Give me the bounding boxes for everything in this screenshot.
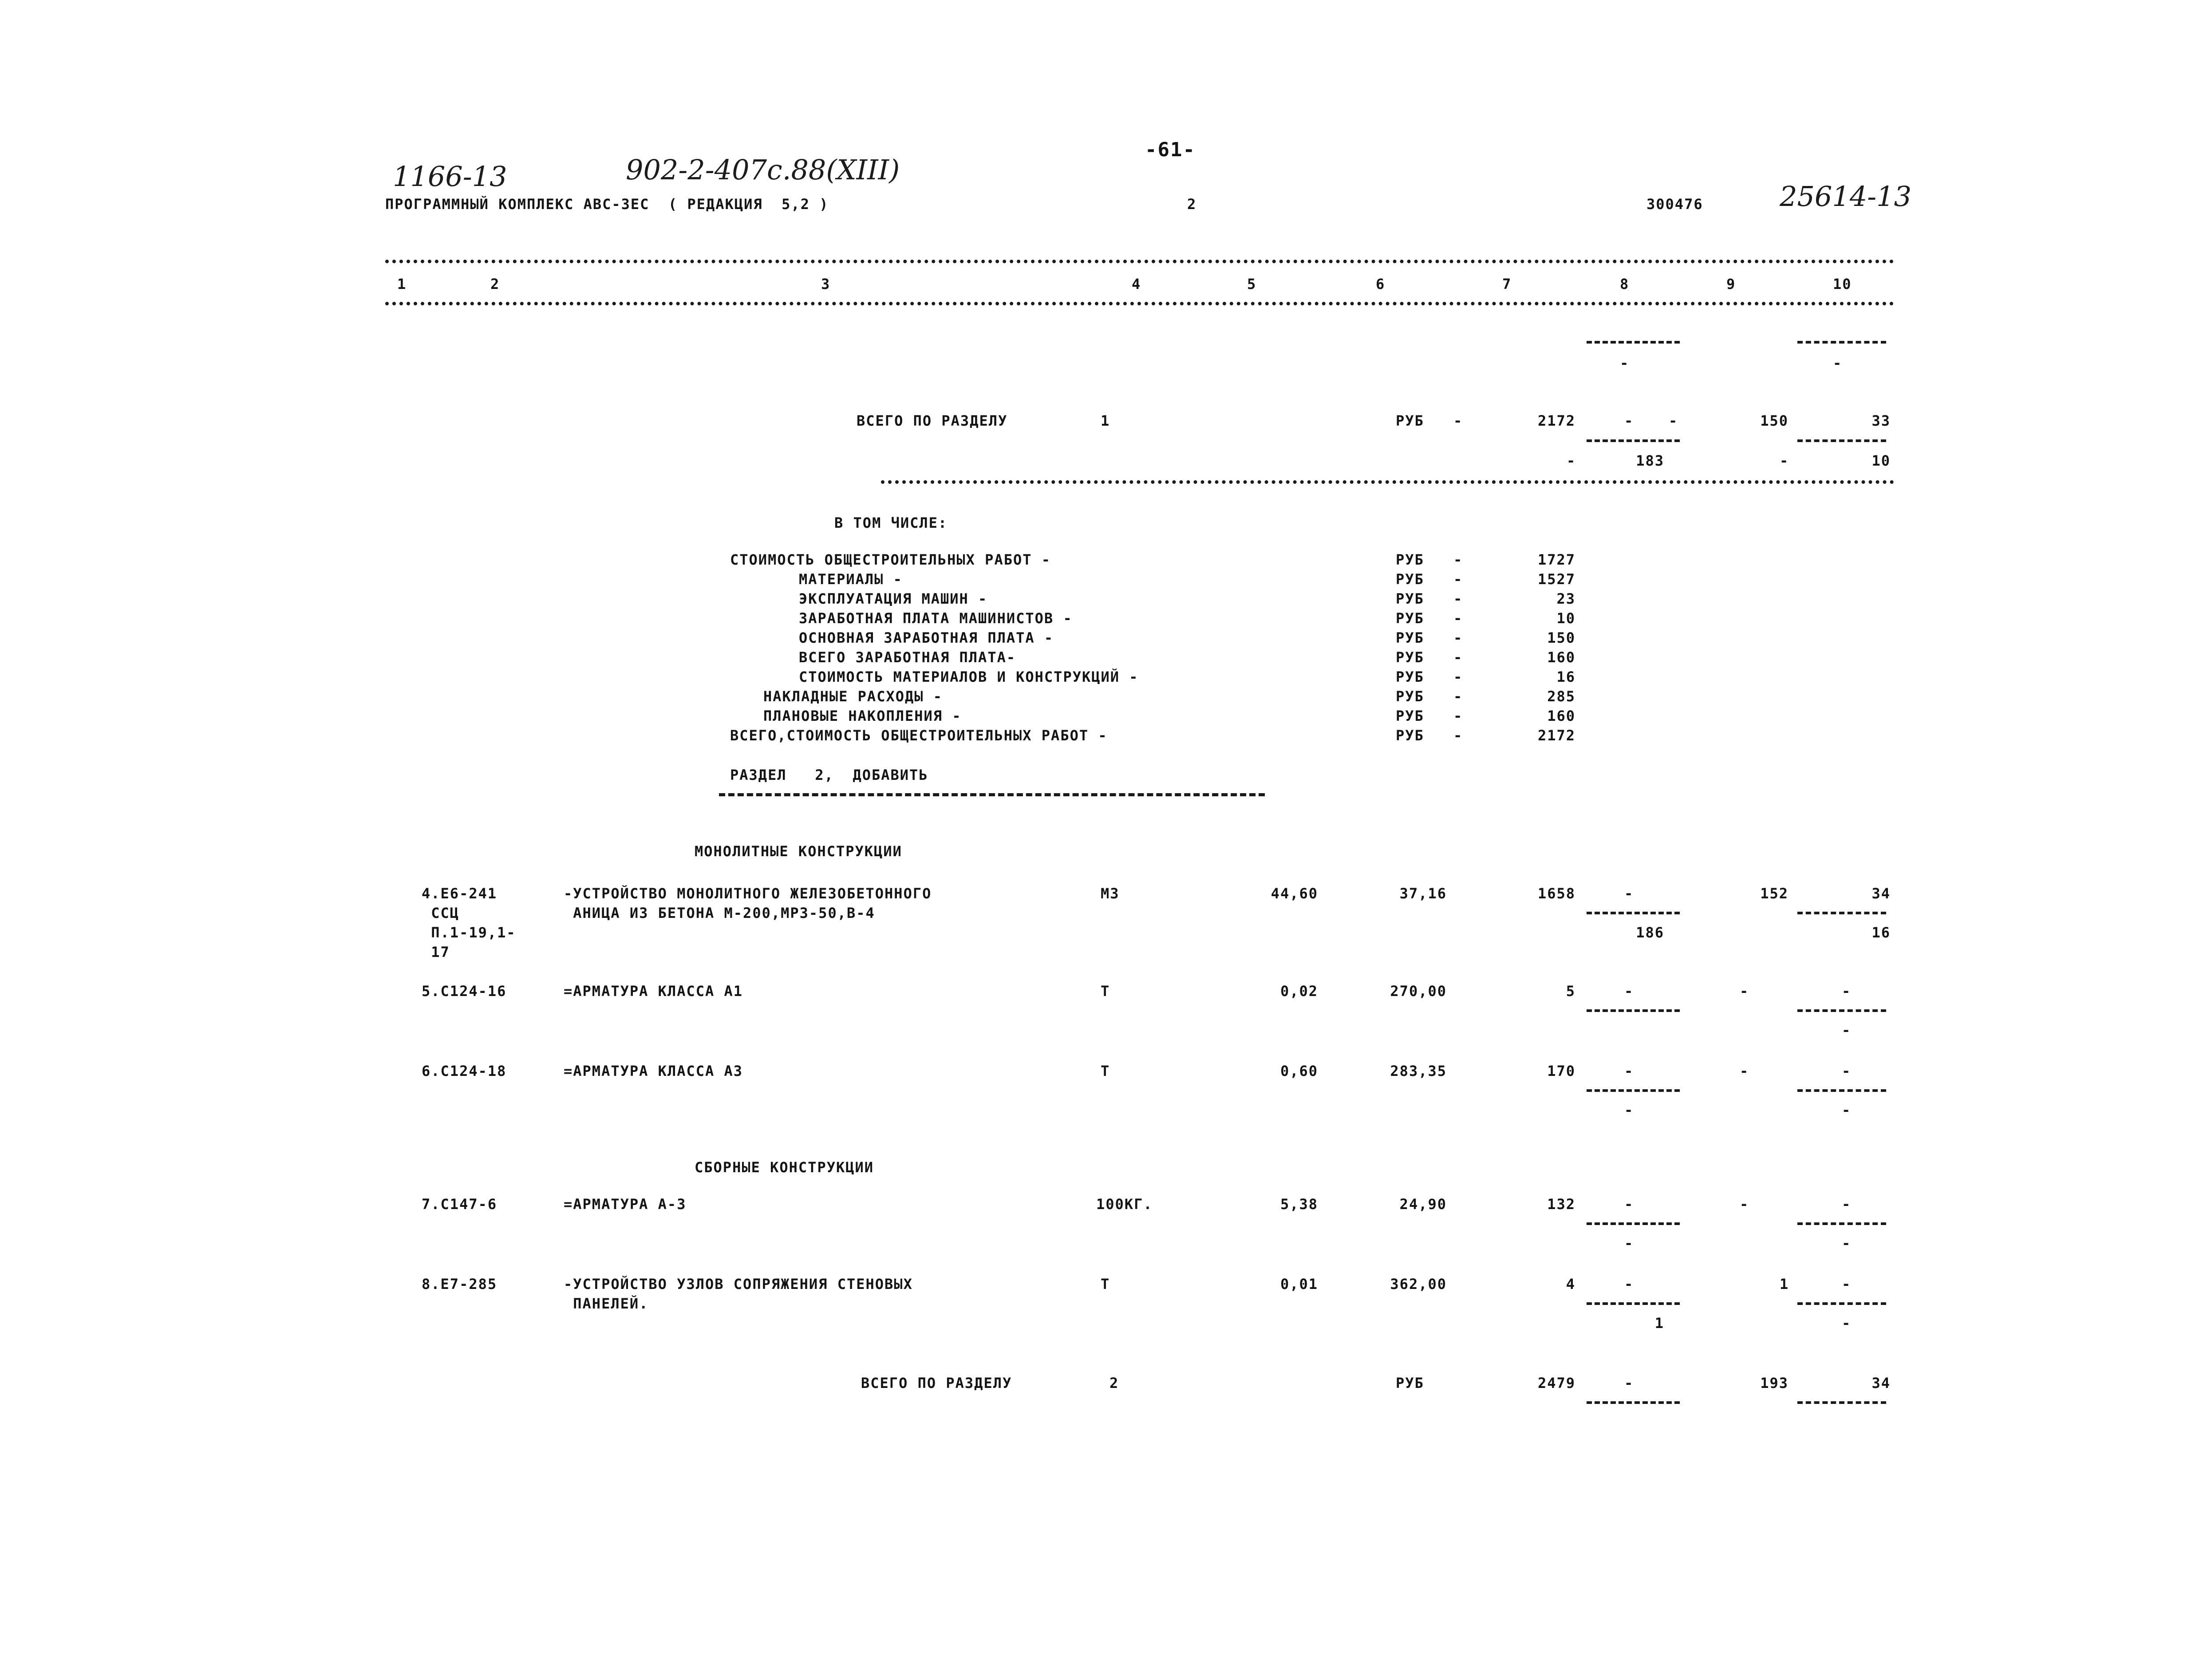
item-unit: М3 (1101, 885, 1120, 902)
program-header: ПРОГРАММНЫЙ КОМПЛЕКС АВС-3ЕС ( РЕДАКЦИЯ 5,2 ) (385, 196, 829, 213)
item-col10-bottom: 16 (1871, 924, 1891, 941)
section2-total-number: 2 (1109, 1375, 1119, 1391)
item-price: 24,90 (1399, 1196, 1447, 1213)
section1-col10-bottom: 10 (1871, 452, 1891, 469)
breakdown-dash: - (1453, 668, 1463, 685)
item-total: 4 (1566, 1276, 1575, 1293)
handwritten-right-code: 25614-13 (1780, 180, 1912, 213)
section1-bottom-dash: - (1567, 452, 1576, 469)
breakdown-dash: - (1453, 551, 1463, 568)
item-code: 6.С124-18 (422, 1063, 507, 1079)
item-col10-rule (1797, 1222, 1886, 1225)
item-col10: - (1842, 1063, 1852, 1079)
section2-total-col8: - (1624, 1375, 1634, 1391)
section1-col9-bottom: - (1780, 452, 1789, 469)
item-name: =АРМАТУРА КЛАССА А3 (564, 1063, 743, 1079)
item-col10: - (1842, 983, 1852, 1000)
item-total: 5 (1566, 983, 1575, 1000)
col-5: 5 (1247, 276, 1257, 293)
item-col9: - (1740, 1063, 1749, 1079)
item-col10: - (1842, 1276, 1852, 1293)
col-10: 10 (1833, 276, 1852, 293)
item-col8-rule (1587, 1009, 1680, 1012)
item-name: -УСТРОЙСТВО МОНОЛИТНОГО ЖЕЛЕЗОБЕТОННОГО (564, 885, 932, 902)
section2-total-col10-rule (1797, 1401, 1886, 1404)
item-col8: - (1624, 1063, 1634, 1079)
item-col10: 34 (1871, 885, 1891, 902)
item-unit: 100КГ. (1096, 1196, 1153, 1213)
breakdown-unit: РУБ (1396, 629, 1424, 646)
breakdown-value: 1727 (1537, 551, 1575, 568)
item-col10-rule (1797, 1089, 1886, 1092)
item-col9: 1 (1780, 1276, 1789, 1293)
breakdown-dash: - (1453, 571, 1463, 588)
item-col8: - (1624, 1276, 1634, 1293)
header-page-col: 2 (1187, 196, 1197, 213)
item-col8: - (1624, 983, 1634, 1000)
col-2: 2 (490, 276, 500, 293)
item-code: 4.Е6-241 (422, 885, 497, 902)
section2-total-col7: 2479 (1537, 1375, 1575, 1391)
breakdown-value: 23 (1556, 590, 1575, 607)
breakdown-label: НАКЛАДНЫЕ РАСХОДЫ - (763, 688, 943, 705)
handwritten-left-code: 1166-13 (393, 160, 507, 193)
section1-col9-top: 150 (1760, 412, 1789, 429)
group-monolithic: МОНОЛИТНЫЕ КОНСТРУКЦИИ (695, 843, 902, 860)
breakdown-dash: - (1453, 727, 1463, 744)
item-qty: 0,60 (1280, 1063, 1318, 1079)
col-1: 1 (397, 276, 407, 293)
item-unit: Т (1101, 1063, 1110, 1079)
section2-title: РАЗДЕЛ 2, ДОБАВИТЬ (730, 767, 928, 783)
col10-top-mark (1797, 341, 1886, 344)
item-code: 17 (422, 944, 450, 961)
item-code: П.1-19,1- (422, 924, 516, 941)
col10-small-mark: - (1833, 355, 1843, 372)
col8-top-mark (1587, 341, 1680, 344)
breakdown-label: СТОИМОСТЬ МАТЕРИАЛОВ И КОНСТРУКЦИЙ - (799, 668, 1139, 685)
col-3: 3 (821, 276, 831, 293)
section1-col7: 2172 (1537, 412, 1575, 429)
col-7: 7 (1502, 276, 1512, 293)
breakdown-unit: РУБ (1396, 551, 1424, 568)
section2-total-col8-rule (1587, 1401, 1680, 1404)
item-col10-rule (1797, 912, 1886, 914)
breakdown-dash: - (1453, 708, 1463, 724)
item-name: АНИЦА ИЗ БЕТОНА М-200,МРЗ-50,В-4 (564, 905, 875, 921)
item-code: ССЦ (422, 905, 460, 921)
col-4: 4 (1132, 276, 1141, 293)
item-qty: 44,60 (1271, 885, 1318, 902)
item-price: 37,16 (1399, 885, 1447, 902)
breakdown-unit: РУБ (1396, 688, 1424, 705)
item-code: 8.Е7-285 (422, 1276, 497, 1293)
section2-total-label: ВСЕГО ПО РАЗДЕЛУ (861, 1375, 1012, 1391)
item-qty: 5,38 (1280, 1196, 1318, 1213)
section1-unit: РУБ (1396, 412, 1424, 429)
item-col8-bottom: 1 (1654, 1315, 1664, 1332)
item-col9: 152 (1760, 885, 1789, 902)
section2-total-col10: 34 (1871, 1375, 1891, 1391)
breakdown-label: ВСЕГО ЗАРАБОТНАЯ ПЛАТА- (799, 649, 1016, 666)
item-price: 283,35 (1390, 1063, 1447, 1079)
section1-col10-rule (1797, 439, 1886, 442)
breakdown-dash: - (1453, 649, 1463, 666)
breakdown-unit: РУБ (1396, 610, 1424, 627)
item-col10-rule (1797, 1302, 1886, 1305)
item-code: 7.С147-6 (422, 1196, 497, 1213)
item-col9: - (1740, 983, 1749, 1000)
item-col10-rule (1797, 1009, 1886, 1012)
col-9: 9 (1726, 276, 1736, 293)
group-prefabricated: СБОРНЫЕ КОНСТРУКЦИИ (695, 1159, 874, 1176)
item-price: 270,00 (1390, 983, 1447, 1000)
section1-col8-top: - (1624, 412, 1634, 429)
col8-small-mark: - (1620, 355, 1630, 372)
breakdown-value: 160 (1547, 649, 1575, 666)
breakdown-value: 1527 (1537, 571, 1575, 588)
breakdown-dash: - (1453, 629, 1463, 646)
section1-col10-top: 33 (1871, 412, 1891, 429)
section1-number: 1 (1101, 412, 1110, 429)
item-col8: - (1624, 1196, 1634, 1213)
breakdown-value: 2172 (1537, 727, 1575, 744)
section1-dash: - (1453, 412, 1463, 429)
item-total: 1658 (1537, 885, 1575, 902)
item-name: -УСТРОЙСТВО УЗЛОВ СОПРЯЖЕНИЯ СТЕНОВЫХ (564, 1276, 913, 1293)
page-number: -61- (1145, 138, 1196, 161)
breakdown-value: 16 (1556, 668, 1575, 685)
breakdown-unit: РУБ (1396, 649, 1424, 666)
section2-total-col9: 193 (1760, 1375, 1789, 1391)
item-col8-bottom: - (1624, 1102, 1634, 1119)
breakdown-label: ЭКСПЛУАТАЦИЯ МАШИН - (799, 590, 988, 607)
item-col8-rule (1587, 1302, 1680, 1305)
item-col10-bottom: - (1842, 1315, 1852, 1332)
section2-title-underline (719, 793, 1265, 796)
item-unit: Т (1101, 1276, 1110, 1293)
item-qty: 0,01 (1280, 1276, 1318, 1293)
item-col8-bottom: - (1624, 1235, 1634, 1252)
breakdown-unit: РУБ (1396, 590, 1424, 607)
breakdown-label: ЗАРАБОТНАЯ ПЛАТА МАШИНИСТОВ - (799, 610, 1073, 627)
item-col8-rule (1587, 1089, 1680, 1092)
breakdown-dash: - (1453, 610, 1463, 627)
breakdown-label: ВСЕГО,СТОИМОСТЬ ОБЩЕСТРОИТЕЛЬНЫХ РАБОТ - (730, 727, 1108, 744)
item-total: 170 (1547, 1063, 1575, 1079)
item-code: 5.С124-16 (422, 983, 507, 1000)
item-col8: - (1624, 885, 1634, 902)
handwritten-project-code: 902-2-407c.88(XIII) (626, 154, 900, 186)
breakdown-dash: - (1453, 590, 1463, 607)
breakdown-unit: РУБ (1396, 727, 1424, 744)
breakdown-heading: В ТОМ ЧИСЛЕ: (834, 514, 948, 531)
item-name: =АРМАТУРА КЛАССА А1 (564, 983, 743, 1000)
col-6: 6 (1376, 276, 1386, 293)
breakdown-label: ПЛАНОВЫЕ НАКОПЛЕНИЯ - (763, 708, 962, 724)
breakdown-label: СТОИМОСТЬ ОБЩЕСТРОИТЕЛЬНЫХ РАБОТ - (730, 551, 1051, 568)
breakdown-unit: РУБ (1396, 708, 1424, 724)
section1-col8-bottom: 183 (1636, 452, 1664, 469)
item-col8-bottom: 186 (1636, 924, 1664, 941)
item-name: ПАНЕЛЕЙ. (564, 1295, 649, 1312)
item-unit: Т (1101, 983, 1110, 1000)
col-8: 8 (1620, 276, 1630, 293)
item-col10-bottom: - (1842, 1235, 1852, 1252)
item-price: 362,00 (1390, 1276, 1447, 1293)
item-qty: 0,02 (1280, 983, 1318, 1000)
item-col8-rule (1587, 912, 1680, 914)
item-col9: - (1740, 1196, 1749, 1213)
item-col8-rule (1587, 1222, 1680, 1225)
item-name: =АРМАТУРА А-3 (564, 1196, 687, 1213)
item-total: 132 (1547, 1196, 1575, 1213)
breakdown-value: 150 (1547, 629, 1575, 646)
breakdown-value: 10 (1556, 610, 1575, 627)
section1-col8-rule (1587, 439, 1680, 442)
item-col10: - (1842, 1196, 1852, 1213)
breakdown-label: ОСНОВНАЯ ЗАРАБОТНАЯ ПЛАТА - (799, 629, 1054, 646)
breakdown-unit: РУБ (1396, 571, 1424, 588)
document-number: 300476 (1646, 196, 1703, 213)
header-top-rule (385, 260, 1894, 263)
breakdown-unit: РУБ (1396, 668, 1424, 685)
item-col10-bottom: - (1842, 1102, 1852, 1119)
item-col10-bottom: - (1842, 1022, 1852, 1039)
header-bottom-rule (385, 302, 1894, 305)
breakdown-dash: - (1453, 688, 1463, 705)
section1-end-rule (881, 480, 1894, 484)
breakdown-value: 285 (1547, 688, 1575, 705)
breakdown-label: МАТЕРИАЛЫ - (799, 571, 903, 588)
section1-total-label: ВСЕГО ПО РАЗДЕЛУ (857, 412, 1008, 429)
section1-col8b-top: - (1669, 412, 1678, 429)
section2-total-unit: РУБ (1396, 1375, 1424, 1391)
breakdown-value: 160 (1547, 708, 1575, 724)
